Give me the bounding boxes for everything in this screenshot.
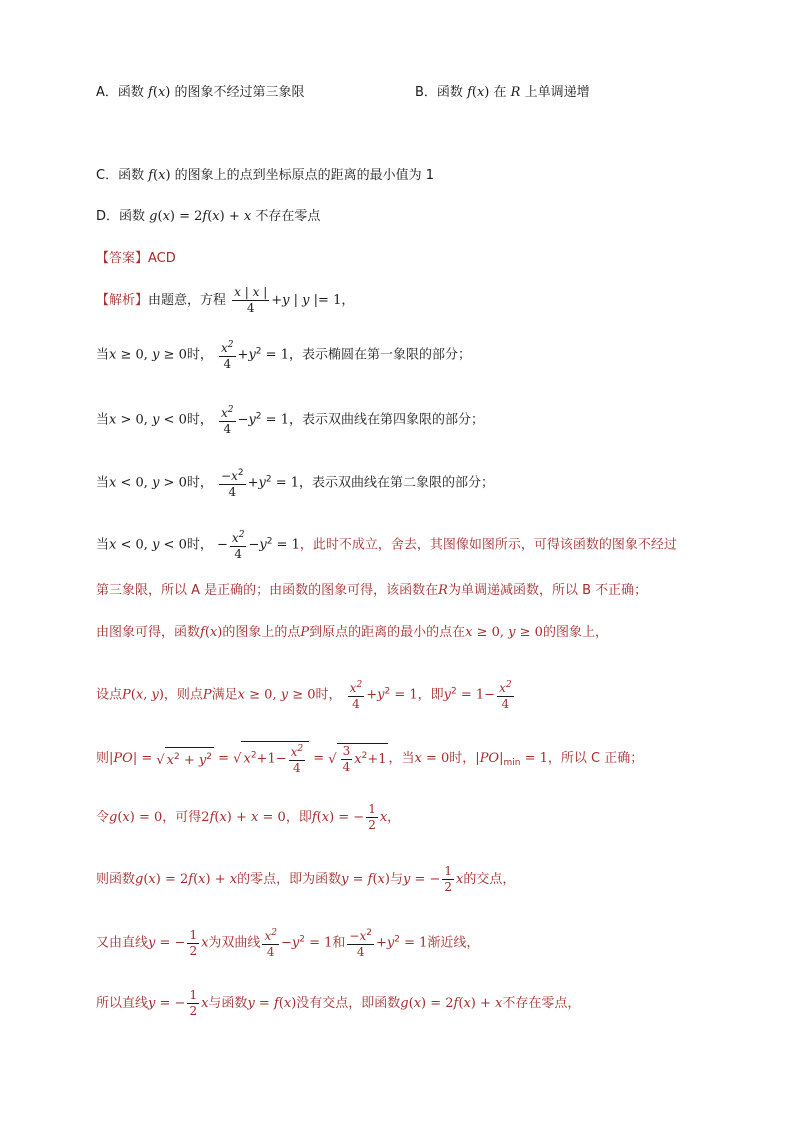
analysis-line-6: 第三象限，所以 A 是正确的；由函数的图象可得，该函数在R为单调递减函数，所以 B 不正确； [96, 583, 648, 598]
option-a: A．函数 f(x) 的图象不经过第三象限 [96, 85, 305, 100]
analysis-line-11: 则函数g(x) = 2f(x) + x的零点，即为函数y = f(x)与y = − $\frac{1}{2}$ x的交点， [96, 864, 516, 894]
option-c: C．函数 f(x) 的图象上的点到坐标原点的距离的最小值为 1 [96, 168, 435, 183]
analysis-line-1: 【解析】由题意，方程 $\frac{x | x |}{4}$ +y | y |= 1， [96, 285, 355, 315]
option-d: D．函数 g(x) = 2f(x) + x 不存在零点 [96, 209, 321, 224]
analysis-line-3: 当x > 0, y < 0时， $\frac{x^2}{4}$ $-y^2 = 1$，表示双曲线在第四象限的部分； [96, 405, 484, 436]
analysis-line-10: 令g(x) = 0，可得2f(x) + x = 0，即f(x) = − $\frac{1}{2}$ x， [96, 802, 401, 832]
analysis-line-12: 又由直线y = − $\frac{1}{2}$ x为双曲线 $\frac{x^2}{4}$ $-y^2 = 1$和 $\frac{-x^2}{4}$ $+y^2 = 1$渐近线， [96, 927, 480, 959]
analysis-line-4: 当x < 0, y > 0时， $\frac{-x^2}{4}$ $+y^2 = 1$，表示双曲线在第二象限的部分； [96, 468, 495, 499]
analysis-line-7: 由图象可得，函数f(x)的图象上的点P到原点的距离的最小的点在x ≥ 0, y ≥ 0的图象上， [96, 625, 608, 640]
formula-fx: f [148, 85, 153, 100]
analysis-line-5: 当x < 0, y < 0时， − $\frac{x^2}{4}$ $-y^2 = 1$，此时不成立，舍去，其图像如图所示，可得该函数的图象不经过 [96, 530, 677, 561]
analysis-line-13: 所以直线y = − $\frac{1}{2}$ x与函数y = f(x)没有交点，即函数g(x) = 2f(x) + x不存在零点， [96, 988, 581, 1018]
answer-line: 【答案】ACD [96, 251, 176, 266]
analysis-line-8: 设点P(x, y)，则点P满足x ≥ 0, y ≥ 0时， $\frac{x^2}{4}$ $+y^2 = 1$，即$y^2 = 1-$ $\frac{x^2}{4}$ [96, 680, 512, 711]
option-b: B．函数 f(x) 在 R 上单调递增 [415, 85, 590, 100]
analysis-line-9: 则|PO| = √ $x^2 + y^2$ = √ $x^2+1-$ $\frac{x^2}{4}$ = √ $\frac{3}{4}$ $x^2+1$ ，当x = 0时，$|PO|_{min} = 1$，所以 C 正确； [96, 741, 643, 776]
analysis-line-2: 当x ≥ 0, y ≥ 0时， $\frac{x^2}{4}$ $+y^2 = 1$，表示椭圆在第一象限的部分； [96, 340, 471, 371]
